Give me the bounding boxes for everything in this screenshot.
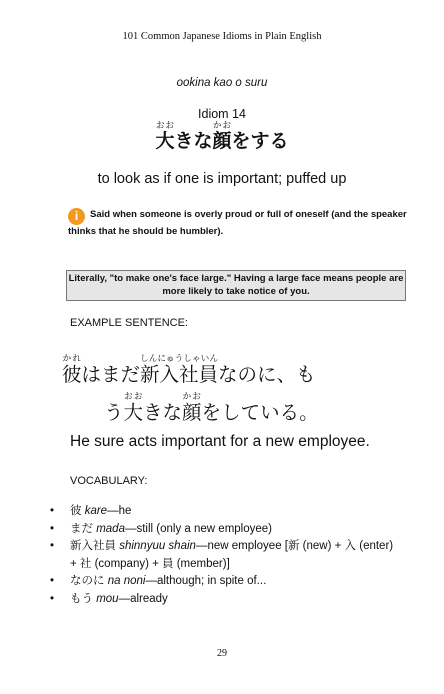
vocab-romaji: na noni [107, 575, 146, 587]
vocab-jp: まだ [70, 522, 93, 535]
example-sentence-label: EXAMPLE SENTENCE: [70, 317, 188, 329]
example-ruby-1 [62, 354, 82, 386]
book-title-header: 101 Common Japanese Idioms in Plain English [122, 31, 322, 42]
example-ruby-3 [123, 392, 144, 424]
example-text-5: をしている。 [201, 401, 319, 424]
title-furigana-2: かお [212, 121, 232, 131]
example-kanji-1: 彼 [62, 363, 82, 386]
vocab-jp: なのに [70, 575, 105, 587]
title-ruby-1 [155, 121, 175, 152]
idiom-number: Idiom 14 [198, 107, 246, 121]
vocabulary-list [50, 503, 400, 608]
example-kanji-3: 大 [123, 401, 144, 424]
example-kanji-4: 顔 [182, 401, 202, 424]
vocab-item-shinnyuu-shain [50, 538, 400, 573]
vocab-meaning: —although; in spite of... [145, 575, 267, 587]
literal-meaning-box: Literally, "to make one's face large." Having a large face means people are more likely to take notice of you. [66, 270, 406, 301]
title-ruby-2 [212, 121, 232, 152]
example-sentence-japanese [62, 354, 402, 430]
idiom-translation: to look as if one is important; puffed up [97, 171, 347, 187]
example-furigana-4: かお [182, 392, 202, 402]
vocab-meaning: —already [118, 592, 168, 605]
example-jp-line-1 [62, 354, 402, 392]
vocab-item-na-noni [50, 573, 400, 591]
page-number: 29 [217, 648, 227, 659]
idiom-japanese-title [0, 121, 444, 153]
usage-note [68, 208, 408, 239]
vocab-romaji: kare [84, 505, 108, 517]
vocab-romaji: mada [96, 522, 125, 535]
title-kana-1: きな [174, 130, 213, 152]
bullet-icon: • [50, 505, 55, 517]
vocab-item-mou [50, 591, 400, 609]
example-jp-line-2 [62, 392, 402, 430]
title-furigana-1: おお [155, 121, 175, 131]
vocab-meaning: —new employee [新 (new) + 入 (enter) + 社 (company) + 員 (member)] [70, 540, 394, 570]
vocab-item-kare [50, 503, 400, 521]
example-furigana-3: おお [123, 392, 144, 402]
example-ruby-2 [140, 354, 219, 386]
title-kanji-1: 大 [155, 130, 175, 152]
vocab-romaji: mou [96, 592, 119, 605]
example-ruby-4 [182, 392, 202, 424]
usage-note-text: Said when someone is overly proud or full of oneself (and the speaker thinks that he should be humbler). [68, 209, 407, 237]
info-icon: i [68, 208, 85, 225]
bullet-icon: • [50, 575, 55, 587]
example-text-4: きな [143, 401, 183, 424]
bullet-icon: • [50, 592, 55, 605]
vocab-jp: もう [70, 592, 93, 605]
example-kanji-2: 新入社員 [140, 363, 219, 386]
vocab-jp: 彼 [70, 505, 82, 517]
title-kana-2: をする [231, 130, 289, 152]
example-text-3: う [104, 401, 124, 424]
title-kanji-2: 顔 [212, 130, 232, 152]
bullet-icon: • [50, 540, 55, 552]
vocab-meaning: —he [107, 505, 132, 517]
example-sentence-english: He sure acts important for a new employee. [70, 433, 370, 450]
vocab-romaji: shinnyuu shain [119, 540, 196, 552]
vocabulary-label: VOCABULARY: [70, 475, 148, 487]
example-furigana-1: かれ [62, 354, 82, 364]
example-furigana-2: しんにゅうしゃいん [140, 354, 219, 364]
bullet-icon: • [50, 522, 55, 535]
example-text-1: はまだ [81, 363, 141, 386]
vocab-meaning: —still (only a new employee) [124, 522, 272, 535]
idiom-romaji: ookina kao o suru [176, 77, 268, 89]
example-text-2: なのに、も [218, 363, 316, 386]
vocab-item-mada [50, 521, 400, 539]
vocab-jp: 新入社員 [70, 540, 116, 552]
